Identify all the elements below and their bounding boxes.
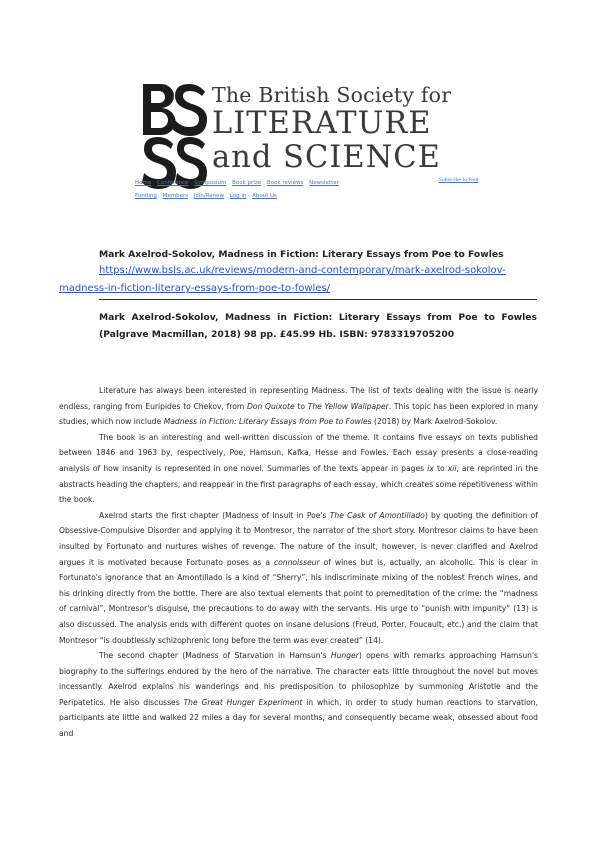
- separator-line: [99, 298, 537, 300]
- article-title-block: [99, 248, 537, 261]
- bsls-logo-icon: [141, 82, 207, 190]
- society-name: [212, 83, 451, 175]
- nav-link-conference[interactable]: Conference: [157, 180, 189, 186]
- nav-link-symposium[interactable]: Symposium: [194, 180, 227, 186]
- book-citation: Mark Axelrod-Sokolov, Madness in Fiction: Literary Essays from Poe to Fowles (Palgrave Macmillan, 2018) 98 pp. £45.99 Hb. ISBN: 9783319705200: [99, 312, 537, 340]
- nav-link-funding[interactable]: Funding: [135, 193, 157, 199]
- nav-link-members[interactable]: Members: [162, 193, 189, 199]
- nav-link-book-prize[interactable]: Book prize: [232, 180, 262, 186]
- article-title: Mark Axelrod-Sokolov, Madness in Fiction: Literary Essays from Poe to Fowles: [99, 249, 504, 260]
- article-url-line-1[interactable]: https://www.bsls.ac.uk/reviews/modern-and-contemporary/mark-axelrod-sokolov-: [99, 265, 506, 276]
- paragraph-4: The second chapter (Madness of Starvation in Hamsun's Hunger) opens with remarks approaching Hamsun's biography to the sufferings endured by the hero of the narrative. The character eats little throughout the novel but moves incessantly. Axelrod explains his wanderings and his predisposition to philosophize by summoning Aristotle and the Peripatetics. He also discusses The Great Hunger Experiment in which, in order to study human reactions to starvation, participants ate little and walked 22 miles a day for several months, and consequently became weak, obsessed about food and: [59, 651, 539, 739]
- nav-menu-secondary: [135, 193, 281, 199]
- nav-link-join-renew[interactable]: Join/Renew: [193, 193, 225, 199]
- nav-link-log-in[interactable]: Log in: [229, 193, 247, 199]
- nav-menu-primary: [135, 180, 343, 186]
- logo-line-2: LITERATURE: [212, 106, 432, 141]
- nav-link-about-us[interactable]: About Us: [252, 193, 278, 199]
- nav-link-book-reviews[interactable]: Book reviews: [266, 180, 304, 186]
- paragraph-2: The book is an interesting and well-written discussion of the theme. It contains five essays on texts published between 1846 and 1963 by, respectively, Poe, Hamsun, Kafka, Hesse and Fowles. Each essay presents a close-reading analysis of how insanity is represented in one novel. Summaries of the texts appear in pages ix to xii, are reprinted in the abstracts heading the chapters, and reappear in the first paragraphs of each essay, which creates some repetitiveness within the book.: [59, 432, 539, 505]
- review-body: [59, 383, 538, 742]
- subscribe-feed-link[interactable]: Subscribe to feed: [439, 178, 479, 183]
- nav-link-home[interactable]: Home: [135, 180, 152, 186]
- article-url-line-2[interactable]: madness-in-fiction-literary-essays-from-poe-to-fowles/: [59, 283, 331, 294]
- article-url: [59, 262, 537, 298]
- logo-line-1: The British Society for: [212, 83, 452, 107]
- logo-line-3: and SCIENCE: [212, 140, 441, 175]
- paragraph-3: Axelrod starts the first chapter (Madness of Insult in Poe's The Cask of Amontillado) by quoting the definition of Obsessive-Compulsive Disorder and applying it to Montresor, the narrator of the short story. Montresor claims to have been insulted by Fortunato and nurtures wishes of revenge. The nature of the insult, however, is never clarified and Axelrod argues it is motivated because Fortunato poses as a connoisseur of wines but is, actually, an alcoholic. This is clear in Fortunato's ignorance that an Amontillado is a kind of “Sherry”, his indiscriminate mixing of the noblest French wines, and his drinking directly from the bottle. There are also textual elements that point to premeditation of the crime: the “madness of carnival”, Montresor's disguise, the precautions to do away with the servants. His urge to “punish with impunity” (13) is also discussed. The analysis ends with different quotes on insane delusions (Freud, Porter, Foucault, etc.) and the claim that Montresor “is doubtlessly schizophrenic long before the term was ever created” (14).: [59, 510, 538, 645]
- paragraph-1: Literature has always been interested in representing Madness. The list of texts dealing with the issue is nearly endless, ranging from Euripides to Chekov, from Don Quixote to The Yellow Wallpaper. This topic has been explored in many studies, which now include Madness in Fiction: Literary Essays from Poe to Fowles (2018) by Mark Axelrod-Sokolov.: [59, 386, 538, 427]
- nav-link-newsletter[interactable]: Newsletter: [309, 180, 339, 186]
